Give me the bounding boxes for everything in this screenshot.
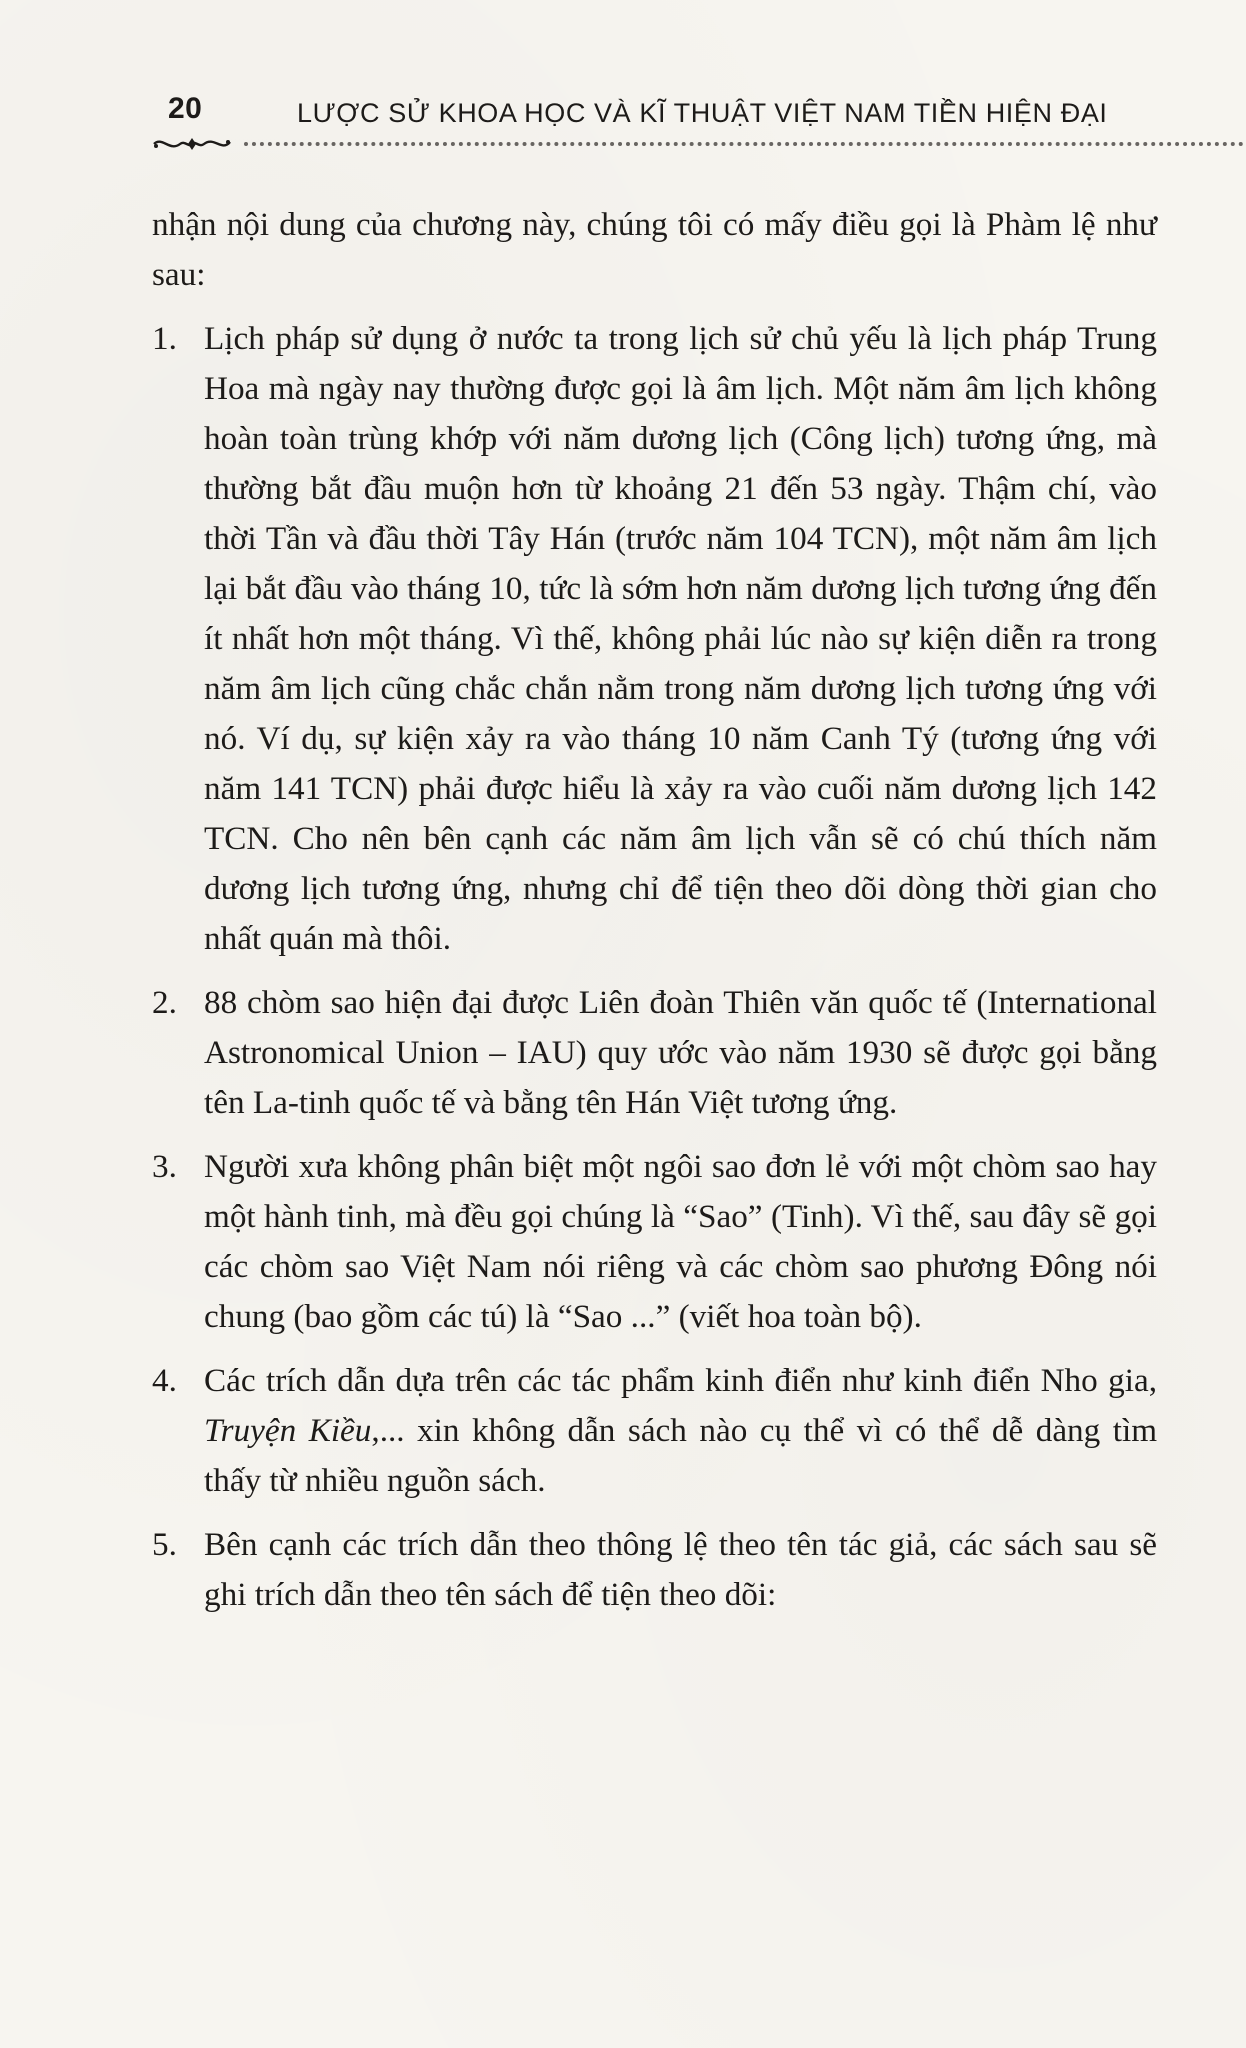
list-item-number: 3. [152, 1148, 177, 1185]
page-number: 20 [168, 92, 203, 125]
list-item [152, 314, 1157, 964]
list-item-text-part: Các trích dẫn dựa trên các tác phẩm kinh điển như kinh điển Nho gia, [204, 1362, 1157, 1399]
flourish-ornament-icon [152, 134, 232, 156]
main-text [152, 200, 1157, 1620]
list-item-text: Người xưa không phân biệt một ngôi sao đơn lẻ với một chòm sao hay một hành tinh, mà đều gọi chúng là “Sao” (Tinh). Vì thế, sau đây sẽ gọi các chòm sao Việt Nam nói riêng và các chòm sao phương Đông nói chung (bao gồm các tú) là “Sao ...” (viết hoa toàn bộ). [204, 1148, 1157, 1335]
list-item-number: 4. [152, 1362, 177, 1399]
list-item-number: 1. [152, 320, 177, 357]
list-item [152, 978, 1157, 1128]
list-item-text: 88 chòm sao hiện đại được Liên đoàn Thiên văn quốc tế (International Astronomical Union – IAU) quy ước vào năm 1930 sẽ được gọi bằng tên La-tinh quốc tế và bằng tên Hán Việt tương ứng. [204, 984, 1157, 1121]
list-item-text: Bên cạnh các trích dẫn theo thông lệ theo tên tác giả, các sách sau sẽ ghi trích dẫn theo tên sách để tiện theo dõi: [204, 1526, 1157, 1613]
list-item-text-part: ,... xin không dẫn sách nào cụ thể vì có thể dễ dàng tìm thấy từ nhiều nguồn sách. [204, 1412, 1158, 1499]
list-item-number: 2. [152, 984, 177, 1021]
list-item [152, 1520, 1157, 1620]
running-title: LƯỢC SỬ KHOA HỌC VÀ KĨ THUẬT VIỆT NAM TIỀN HIỆN ĐẠI [297, 98, 1108, 128]
intro-paragraph: nhận nội dung của chương này, chúng tôi có mấy điều gọi là Phàm lệ như sau: [152, 206, 1157, 293]
list-item [152, 1142, 1157, 1342]
list-item-text: Lịch pháp sử dụng ở nước ta trong lịch sử chủ yếu là lịch pháp Trung Hoa mà ngày nay thường được gọi là âm lịch. Một năm âm lịch không hoàn toàn trùng khớp với năm dương lịch (Công lịch) tương ứng, mà thường bắt đầu muộn hơn từ khoảng 21 đến 53 ngày. Thậm chí, vào thời Tần và đầu thời Tây Hán (trước năm 104 TCN), một năm âm lịch lại bắt đầu vào tháng 10, tức là sớm hơn năm dương lịch tương ứng đến ít nhất hơn một tháng. Vì thế, không phải lúc nào sự kiện diễn ra trong năm âm lịch cũng chắc chắn nằm trong năm dương lịch tương ứng với nó. Ví dụ, sự kiện xảy ra vào tháng 10 năm Canh Tý (tương ứng với năm 141 TCN) phải được hiểu là xảy ra vào cuối năm dương lịch 142 TCN. Cho nên bên cạnh các năm âm lịch vẫn sẽ có chú thích năm dương lịch tương ứng, nhưng chỉ để tiện theo dõi dòng thời gian cho nhất quán mà thôi. [204, 320, 1157, 957]
list-item-text [204, 1356, 1157, 1506]
page-header [152, 92, 1152, 162]
list-item-number: 5. [152, 1526, 177, 1563]
header-dotted-rule [244, 142, 1244, 146]
book-title-italic: Truyện Kiều [204, 1412, 372, 1449]
list-item [152, 1356, 1157, 1506]
